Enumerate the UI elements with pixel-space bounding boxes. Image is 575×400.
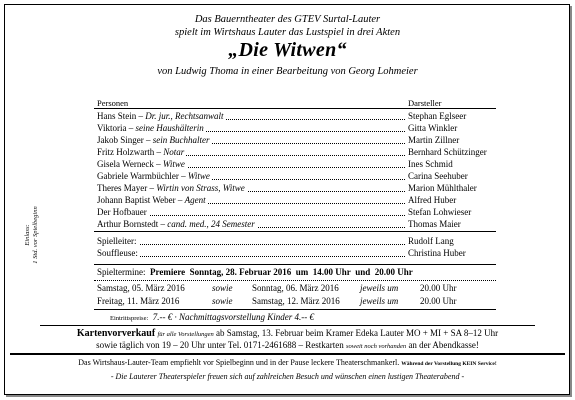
presale-text-1: ab Samstag, 13. Februar beim Kramer Edeka Lauter MO + MI + SA 8–12 Uhr	[216, 328, 499, 338]
role-person: Fritz Holzwarth –	[97, 147, 164, 157]
role-person: Hans Stein –	[97, 111, 146, 121]
schedule-dotted-rule	[94, 280, 496, 281]
role-description: Dr. jur., Rechtsanwalt	[145, 111, 224, 121]
prices-label: Eintrittspreise:	[110, 315, 149, 322]
premiere-und: und	[355, 267, 371, 277]
schedule-note: jeweils um	[360, 283, 399, 293]
role-name	[97, 111, 226, 121]
presale-small-1: für alle Vorstellungen	[157, 331, 214, 338]
role-description: sein Buchhalter	[152, 135, 210, 145]
premiere-um: um	[295, 267, 309, 277]
cast-top-rule	[94, 108, 496, 109]
presale-text-2b: an der Abendkasse!	[408, 340, 479, 350]
einlass-note	[24, 200, 40, 270]
role-person: Jakob Singer –	[97, 135, 153, 145]
premiere-time: 14.00 Uhr	[312, 267, 351, 277]
role-name	[97, 183, 247, 193]
schedule-note: jeweils um	[360, 296, 399, 306]
actor-name: Thomas Maier	[408, 219, 461, 229]
einlass-time: 1 Std. vor Spielbeginn	[32, 206, 39, 264]
schedule-time: 20.00 Uhr	[420, 283, 457, 293]
actor-name: Gitta Winkler	[408, 123, 458, 133]
schedule-date-2: Sonntag, 06. März 2016	[252, 283, 339, 293]
role-person: Gisela Werneck –	[97, 159, 163, 169]
footer-text-1: Das Wirtshaus-Lauter-Team empfiehlt vor Spielbeginn und in der Pause leckere Theaterschmankerl.	[78, 358, 400, 367]
crew-name: Christina Huber	[408, 248, 466, 258]
prices-value: 7.-- € · Nachmittagsvorstellung Kinder 4.-- €	[152, 312, 315, 322]
role-person: Arthur Bornstedt –	[97, 219, 168, 229]
play-title: „Die Witwen“	[228, 39, 347, 61]
role-name	[97, 135, 212, 145]
role-person: Der Hofbauer	[97, 207, 147, 217]
role-person: Gabriele Warmbüchler –	[97, 171, 188, 181]
cast-row	[0, 183, 575, 195]
cast-row	[0, 207, 575, 219]
role-name	[97, 159, 187, 169]
role-description: Witwe	[187, 171, 210, 181]
play-subtitle: von Ludwig Thoma in einer Bearbeitung von Georg Lohmeier	[157, 66, 418, 77]
schedule-date-2: Samstag, 12. März 2016	[252, 296, 340, 306]
actors-header: Darsteller	[408, 98, 442, 108]
actor-name: Ines Schmid	[408, 159, 453, 169]
footer-small: Während der Vorstellung KEIN Service!	[401, 361, 497, 367]
header-line-1: Das Bauerntheater des GTEV Surtal-Lauter	[194, 14, 381, 25]
presale-small-2: soweit noch vorhanden	[346, 343, 407, 350]
crew-row	[0, 248, 575, 260]
actor-name: Alfred Huber	[408, 195, 457, 205]
cast-bottom-rule	[94, 231, 496, 232]
role-person: Johann Baptist Weber –	[97, 195, 185, 205]
premiere-time-2: 20.00 Uhr	[374, 267, 413, 277]
role-person: Theres Mayer –	[97, 183, 157, 193]
cast-row	[0, 159, 575, 171]
cast-row	[0, 135, 575, 147]
role-name	[97, 171, 212, 181]
cast-row	[0, 111, 575, 123]
role-name	[97, 207, 149, 217]
crew-role: Spielleiter:	[97, 236, 137, 246]
role-name	[97, 123, 206, 133]
role-description: Witwe	[162, 159, 185, 169]
actor-name: Stephan Eglseer	[408, 111, 467, 121]
actor-name: Stefan Lohwieser	[408, 207, 472, 217]
header-line-2: spielt im Wirtshaus Lauter das Lustspiel in drei Akten	[174, 27, 401, 38]
role-name	[97, 195, 208, 205]
roles-header: Personen	[97, 98, 129, 108]
schedule-premiere-line	[97, 267, 413, 277]
role-description: cand. med., 24 Semester	[167, 219, 255, 229]
schedule-bottom-rule	[94, 309, 496, 310]
role-name	[97, 219, 257, 229]
presale-rule	[10, 353, 565, 355]
role-description: seine Haushälterin	[135, 123, 204, 133]
role-description: Agent	[184, 195, 206, 205]
presale-heading: Kartenvorverkauf	[76, 328, 156, 339]
actor-name: Marion Mühlthaler	[408, 183, 477, 193]
actor-name: Carina Seehuber	[408, 171, 468, 181]
role-description: Wirtin von Strass, Witwe	[156, 183, 245, 193]
actor-name: Bernhard Schützinger	[408, 147, 487, 157]
crew-row	[0, 236, 575, 248]
role-person: Viktoria –	[97, 123, 136, 133]
cast-row	[0, 195, 575, 207]
schedule-date-1: Samstag, 05. März 2016	[97, 283, 185, 293]
prices-rule	[40, 325, 535, 326]
einlass-label: Einlass:	[24, 224, 31, 246]
presale-text-2a: sowie täglich von 19 – 20 Uhr unter Tel. 0171-2461688 – Restkarten	[96, 340, 344, 350]
actor-name: Martin Zillner	[408, 135, 460, 145]
schedule-sowie: sowie	[212, 283, 233, 293]
crew-bottom-rule	[94, 264, 496, 265]
schedule-sowie: sowie	[212, 296, 233, 306]
dotted-leader	[97, 244, 405, 245]
crew-role: Souffleuse:	[97, 248, 138, 258]
presale-line-2	[0, 340, 575, 350]
presale-line-1	[0, 328, 575, 339]
footer-line-1	[0, 358, 575, 367]
footer-line-2: - Die Lauterer Theaterspieler freuen sich auf zahlreichen Besuch und wünschen einen lustigen Theaterabend -	[110, 372, 465, 381]
premiere-date: Sonntag, 28. Februar 2016	[189, 267, 292, 277]
role-name	[97, 147, 186, 157]
premiere-label: Premiere	[150, 267, 186, 277]
schedule-date-1: Freitag, 11. März 2016	[97, 296, 180, 306]
cast-row	[0, 123, 575, 135]
role-description: Notar	[163, 147, 185, 157]
dotted-leader	[97, 256, 405, 257]
cast-row	[0, 171, 575, 183]
schedule-time: 20.00 Uhr	[420, 296, 457, 306]
crew-name: Rudolf Lang	[408, 236, 454, 246]
cast-row	[0, 219, 575, 231]
prices-line	[110, 312, 314, 322]
cast-row	[0, 147, 575, 159]
schedule-label: Spieltermine:	[97, 267, 146, 277]
